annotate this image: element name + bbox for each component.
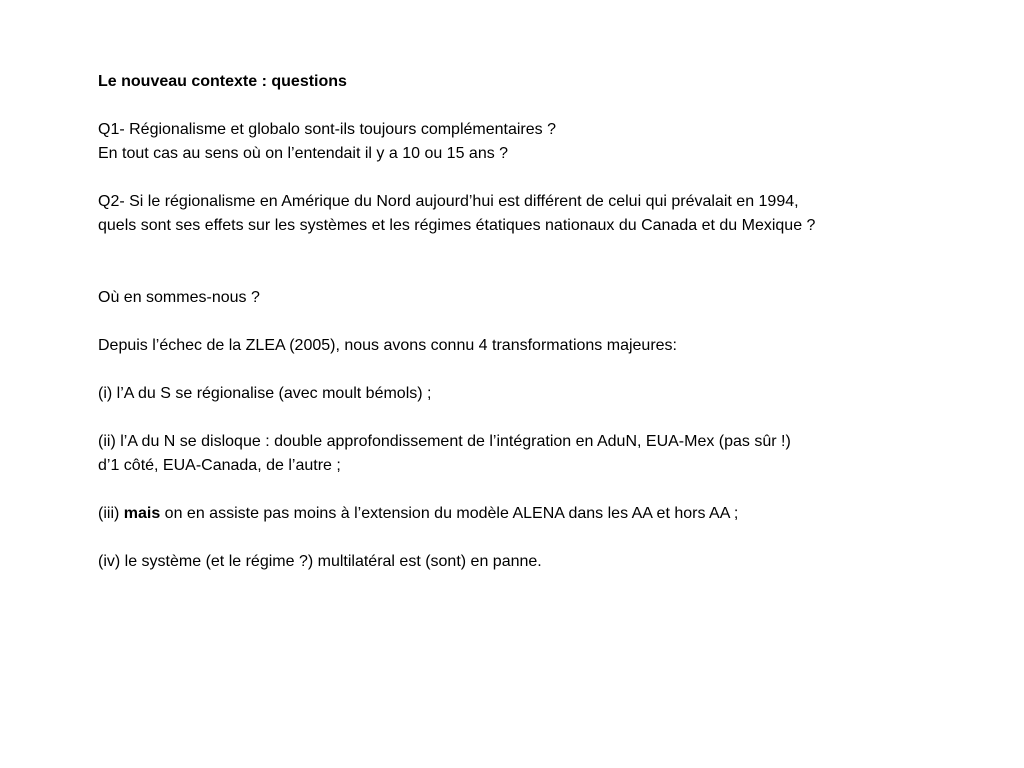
spacer [98, 94, 978, 118]
spacer [98, 406, 978, 430]
spacer [98, 478, 978, 502]
spacer [98, 238, 978, 286]
where-are-we-heading: Où en sommes-nous ? [98, 289, 260, 306]
question-2-line-1: Q2- Si le régionalisme en Amérique du Nord aujourd’hui est différent de celui qui prévalait en 1994, [98, 193, 799, 210]
item-iii-emphasis: mais [123, 505, 161, 522]
spacer [98, 310, 978, 334]
slide-content [98, 70, 978, 574]
spacer [98, 526, 978, 550]
item-ii-line-1: (ii) l’A du N se disloque : double approfondissement de l’intégration en AduN, EUA-Mex (pas sûr !) [98, 433, 791, 450]
question-2-line-2: quels sont ses effets sur les systèmes et les régimes étatiques nationaux du Canada et du Mexique ? [98, 217, 816, 234]
slide-title: Le nouveau contexte : questions [98, 73, 347, 90]
item-iii-prefix: (iii) [98, 505, 124, 522]
question-1-line-1: Q1- Régionalisme et globalo sont-ils toujours complémentaires ? [98, 121, 556, 138]
item-i: (i) l’A du S se régionalise (avec moult bémols) ; [98, 385, 432, 402]
spacer [98, 358, 978, 382]
spacer [98, 166, 978, 190]
item-iii [98, 502, 978, 526]
item-iii-rest: on en assiste pas moins à l’extension du modèle ALENA dans les AA et hors AA ; [160, 505, 739, 522]
item-iv: (iv) le système (et le régime ?) multilatéral est (sont) en panne. [98, 553, 542, 570]
item-ii-line-2: d’1 côté, EUA-Canada, de l’autre ; [98, 457, 341, 474]
question-1-line-2: En tout cas au sens où on l’entendait il y a 10 ou 15 ans ? [98, 145, 509, 162]
transformations-intro: Depuis l’échec de la ZLEA (2005), nous avons connu 4 transformations majeures: [98, 337, 677, 354]
